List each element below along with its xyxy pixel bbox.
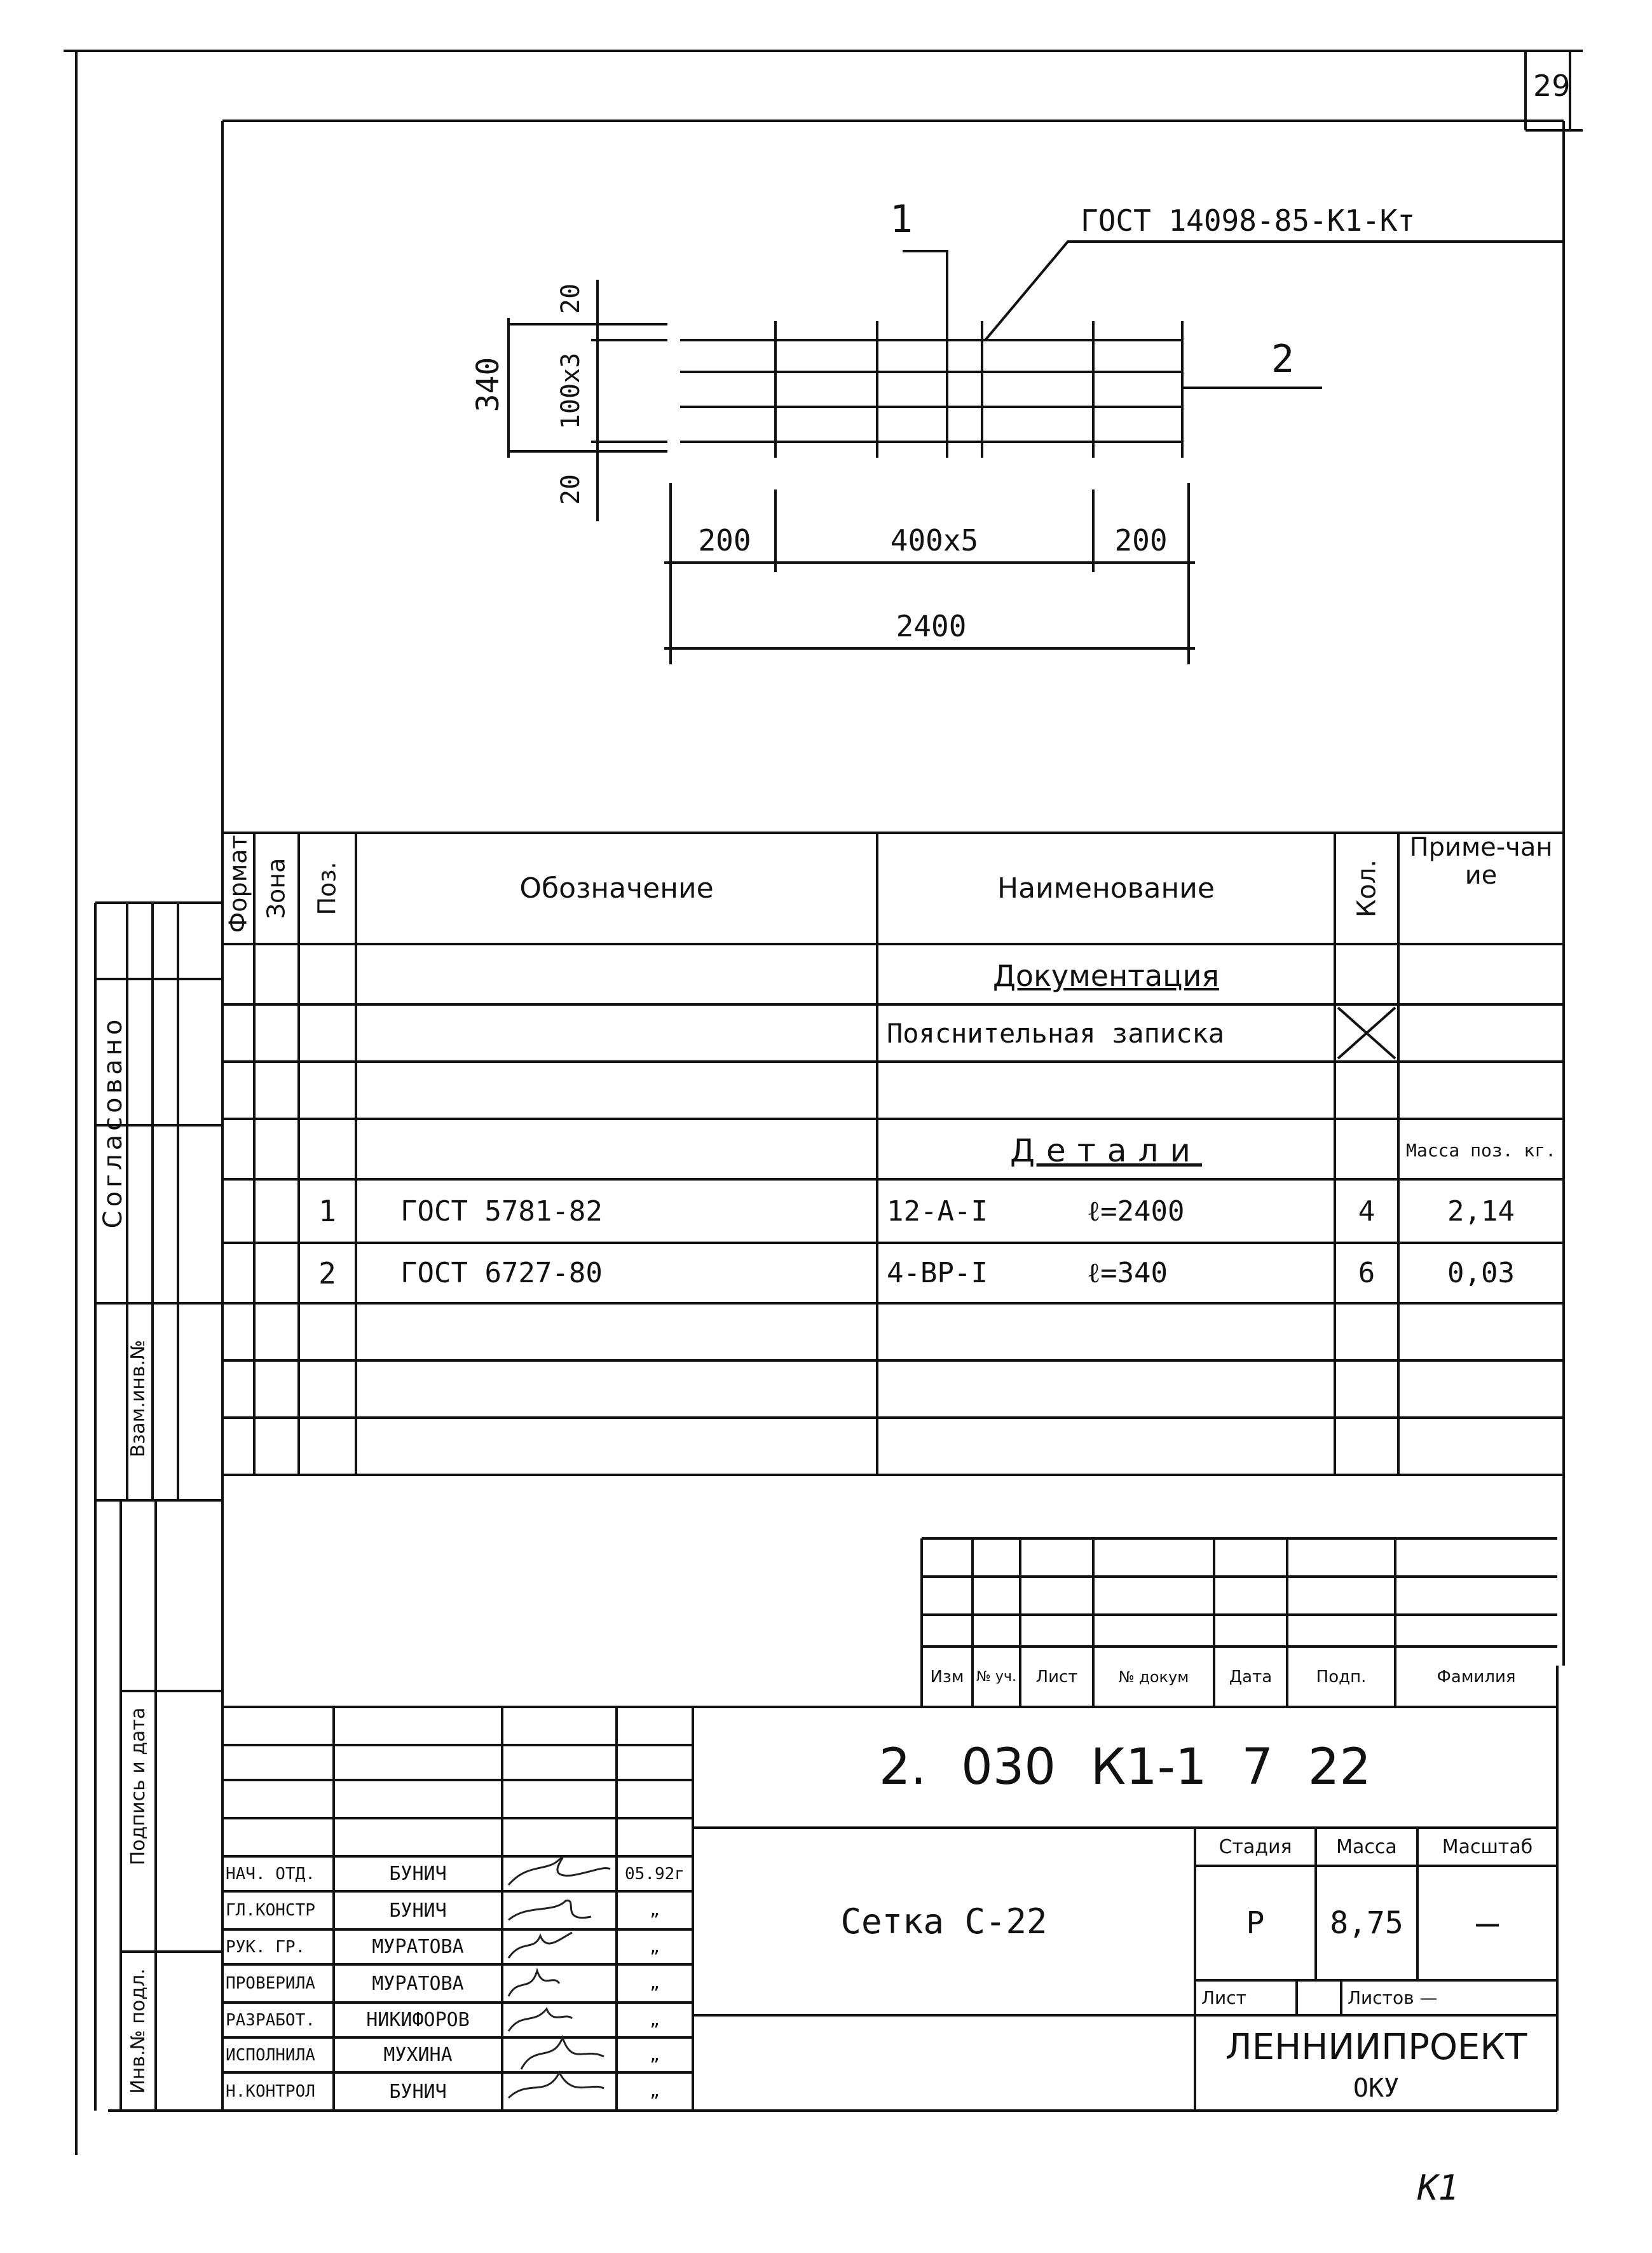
stage-value: Р: [1246, 1905, 1265, 1941]
header-format: Формат: [224, 835, 252, 933]
bottom-mark: К1: [1417, 2168, 1459, 2208]
row2-designation: ГОСТ 6727-80: [400, 1257, 603, 1289]
label-agreed: Согласовано: [99, 1015, 128, 1229]
row2-name-a: 4-ВР-I: [887, 1257, 988, 1289]
mass-label: Масса: [1336, 1835, 1397, 1858]
dim-left-bottom: 20: [556, 474, 585, 505]
signer-role: РАЗРАБОТ.: [226, 2010, 315, 2030]
scale-value: —: [1475, 1901, 1499, 1945]
header-zone: Зона: [262, 858, 290, 919]
header-note: Приме-чание: [1409, 833, 1553, 890]
row2-qty: 6: [1358, 1257, 1376, 1289]
dim-bottom-right: 200: [1114, 523, 1168, 558]
signer-date: „: [650, 1901, 660, 1920]
mass-value: 8,75: [1330, 1905, 1403, 1941]
signer-name: МУХИНА: [383, 2044, 453, 2066]
sheet-label: Лист: [1201, 1987, 1246, 2008]
stage-label: Стадия: [1219, 1835, 1292, 1858]
signer-name: НИКИФОРОВ: [366, 2009, 470, 2031]
signer-name: МУРАТОВА: [372, 1936, 464, 1958]
rev-header-date: Дата: [1229, 1667, 1273, 1687]
drawing-code: 2. 030 К1-1 7 22: [878, 1739, 1372, 1796]
rev-header-uch: № уч.: [976, 1668, 1016, 1685]
signature-scribble: [509, 1858, 610, 2098]
org-sub: ОКУ: [1353, 2074, 1400, 2103]
label-inv-replace: Взам.инв.№: [127, 1339, 149, 1458]
rev-header-list: Лист: [1035, 1667, 1078, 1687]
page-number: 29: [1533, 69, 1571, 103]
row2-name-b: ℓ=340: [1087, 1257, 1168, 1289]
callout-gost: ГОСТ 14098-85-К1-Кт: [1081, 203, 1416, 238]
section-parts: Детали: [1009, 1132, 1203, 1169]
signer-role: РУК. ГР.: [226, 1937, 306, 1957]
rev-header-izm: Изм: [930, 1667, 964, 1687]
signer-date: „: [650, 2082, 660, 2101]
row2-note: 0,03: [1447, 1257, 1515, 1289]
label-inv-orig: Инв.№ подл.: [127, 1968, 149, 2094]
rev-header-surname: Фамилия: [1437, 1667, 1516, 1687]
signer-name: БУНИЧ: [389, 1863, 447, 1885]
label-sign-date: Подпись и дата: [127, 1707, 149, 1866]
signer-role: Н.КОНТРОЛ: [226, 2082, 315, 2101]
signer-date: 05.92г: [625, 1864, 685, 1884]
signer-name: БУНИЧ: [389, 2080, 447, 2103]
header-name: Наименование: [997, 872, 1215, 905]
header-qty: Кол.: [1352, 859, 1382, 918]
note-header: Масса поз. кг.: [1405, 1140, 1556, 1161]
row1-name-a: 12-А-I: [887, 1195, 988, 1228]
dim-left-mid: 100х3: [556, 352, 585, 430]
dim-left-top: 20: [556, 283, 585, 315]
signer-date: „: [650, 2010, 660, 2030]
rev-header-doc: № докум: [1118, 1667, 1189, 1686]
dim-left-total: 340: [470, 357, 506, 413]
row1-designation: ГОСТ 5781-82: [400, 1195, 603, 1228]
signer-role: ПРОВЕРИЛА: [226, 1974, 315, 1993]
dim-bottom-mid: 400х5: [890, 523, 979, 558]
signer-name: МУРАТОВА: [372, 1972, 464, 1995]
row1-name-b: ℓ=2400: [1087, 1195, 1185, 1228]
row1-qty: 4: [1358, 1195, 1376, 1228]
rev-header-sign: Подп.: [1316, 1667, 1367, 1687]
row1-pos: 1: [318, 1194, 336, 1228]
signer-date: „: [650, 2045, 660, 2065]
signer-date: „: [650, 1974, 660, 1993]
signer-role: ГЛ.КОНСТР: [226, 1901, 315, 1920]
drawing-title: Сетка С-22: [840, 1901, 1048, 1941]
sheets-label: Листов —: [1348, 1987, 1438, 2008]
doc-row-name: Пояснительная записка: [887, 1017, 1225, 1049]
row2-pos: 2: [318, 1256, 336, 1291]
header-pos: Поз.: [313, 861, 341, 915]
dim-bottom-total: 2400: [896, 609, 967, 643]
signer-name: БУНИЧ: [389, 1899, 447, 1922]
row1-note: 2,14: [1447, 1195, 1515, 1228]
scale-label: Масштаб: [1442, 1835, 1533, 1858]
org-name: ЛЕННИИПРОЕКТ: [1225, 2026, 1527, 2068]
callout-1: 1: [890, 197, 913, 242]
section-docs: Документация: [992, 959, 1220, 993]
callout-2: 2: [1271, 337, 1295, 381]
dim-bottom-left: 200: [698, 523, 751, 558]
signer-role: НАЧ. ОТД.: [226, 1864, 315, 1884]
header-designation: Обозначение: [519, 872, 714, 905]
signer-role: ИСПОЛНИЛА: [226, 2045, 315, 2065]
signer-date: „: [650, 1937, 660, 1957]
